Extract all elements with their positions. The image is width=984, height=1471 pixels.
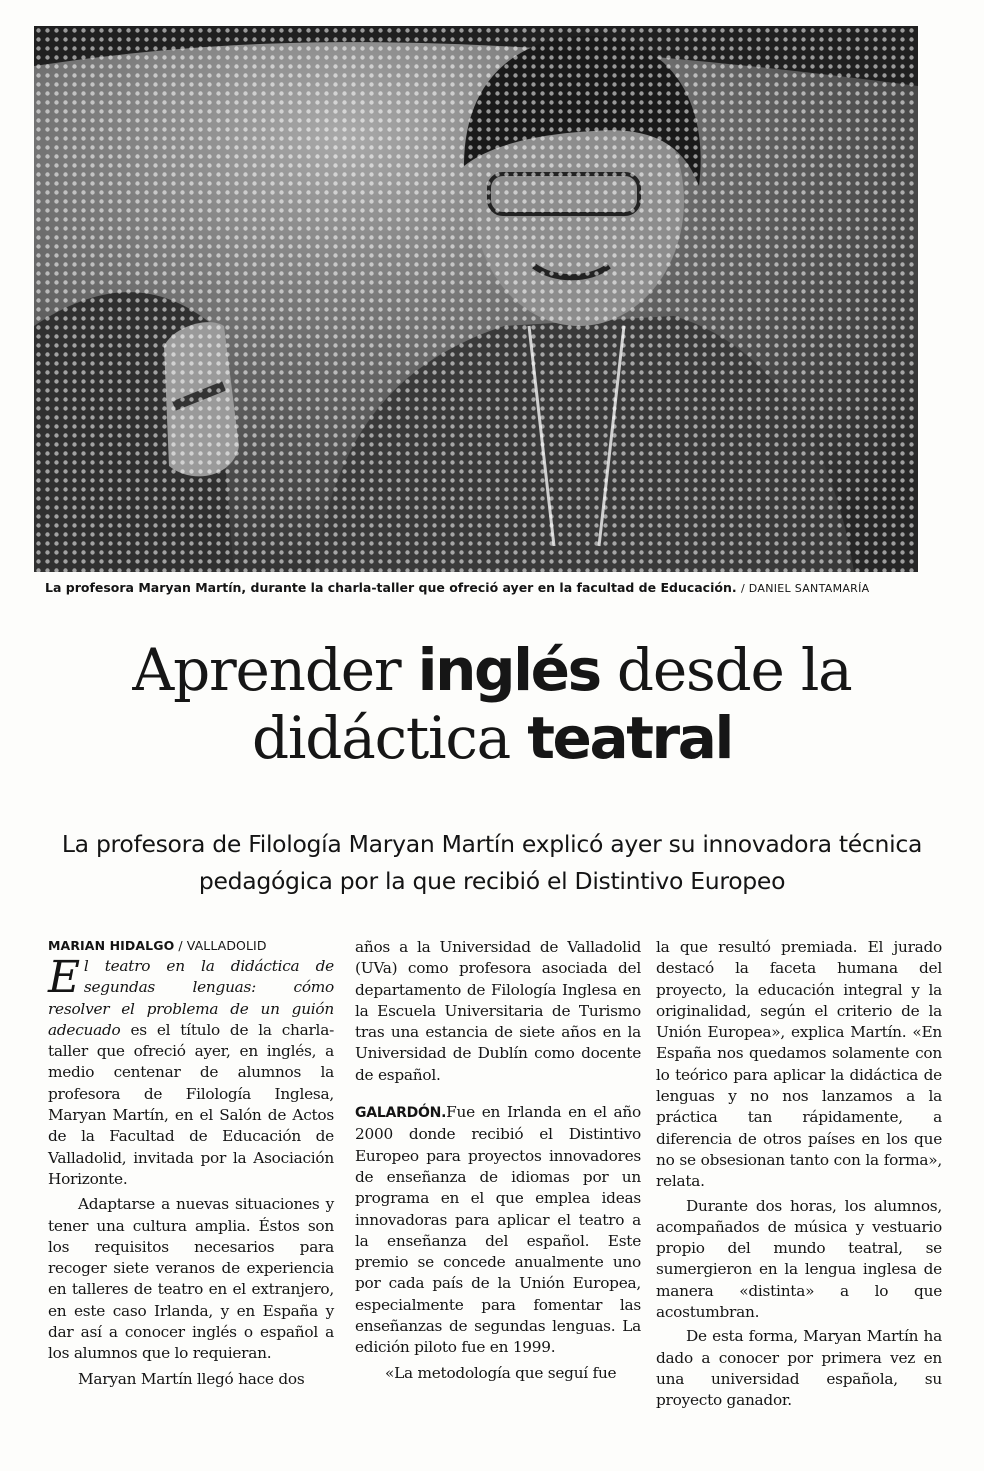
headline-part-4: teatral <box>527 704 732 772</box>
lede-italic: l teatro en la didáctica de segundas lenguas: cómo resolver el problema de un guión adecuado <box>48 957 334 1039</box>
paragraph-2: Adaptarse a nuevas situaciones y tener una cultura amplia. Éstos son los requisitos necesarios para recoger siete veranos de experiencia en talleres de teatro en el extranjero, en este caso Irlanda, y en España y dar así a conocer inglés o español a los alumnos que lo requieran. <box>48 1195 334 1363</box>
section-label: GALARDÓN. <box>355 1105 447 1122</box>
headline-part-2: inglés <box>417 636 600 704</box>
photo-credit: / DANIEL SANTAMARÍA <box>740 582 870 595</box>
paragraph-5: la que resultó premiada. El jurado destacó la faceta humana del proyecto, la educación integral y la originalidad, según el criterio de la Unión Europea», explica Martín. «En España nos quedamos solamente con lo teórico para aplicar la didáctica de lenguas y no nos lanzamos a la práctica tan rápidamente, a diferencia de otros países en los que no se obsesionan tanto con la forma», relata. <box>656 938 942 1191</box>
paragraph-4 <box>355 1102 641 1359</box>
headline-part-3: desde la didáctica <box>252 636 852 772</box>
column-2 <box>355 937 641 1384</box>
byline-author: MARIAN HIDALGO <box>48 938 175 953</box>
column-3 <box>656 937 942 1412</box>
subheadline: La profesora de Filología Maryan Martín explicó ayer su innovadora técnica pedagógica por la que recibió el Distintivo Europeo <box>61 830 923 895</box>
paragraph-6: Durante dos horas, los alumnos, acompañados de música y vestuario propio del mundo teatral, se sumergieron en la lengua inglesa de manera «distinta» a lo que acostumbran. <box>656 1196 942 1322</box>
dropcap: E <box>48 952 80 1003</box>
article-photo <box>34 26 918 572</box>
photo-image <box>34 26 918 572</box>
paragraph-1-text: es el título de la charla-taller que ofreció ayer, en inglés, a medio centenar de alumnos la profesora de Filología Inglesa, Maryan Martín, en el Salón de Actos de la Facultad de Educación de Valladolid, invitada por la Asociación Horizonte. <box>48 1020 334 1188</box>
byline-location: / VALLADOLID <box>178 938 267 953</box>
photo-caption <box>45 580 925 595</box>
paragraph-3: años a la Universidad de Valladolid (UVa) como profesora asociada del departamento de Filología Inglesa en la Escuela Universitaria de Turismo tras una estancia de siete años en la Universidad de Dublín como docente de español. <box>355 938 641 1084</box>
column-1 <box>48 937 334 1390</box>
headline-part-1: Aprender <box>132 636 418 704</box>
byline <box>48 937 334 955</box>
caption-text: La profesora Maryan Martín, durante la charla-taller que ofreció ayer en la facultad de Educación. <box>45 580 737 595</box>
paragraph-4-text: Fue en Irlanda en el año 2000 donde recibió el Distintivo Europeo para proyectos innovadores de enseñanza de idiomas por un programa en el que emplea ideas innovadoras para aplicar el teatro a la enseñanza del español. Este premio se concede anualmente uno por cada país de la Unión Europea, especialmente para fomentar las enseñanzas de segundas lenguas. La edición piloto fue en 1999. <box>355 1103 641 1357</box>
paragraph-7: De esta forma, Maryan Martín ha dado a conocer por primera vez en una universidad española, su proyecto ganador. <box>656 1327 942 1410</box>
paragraph-5-start: «La metodología que seguí fue <box>385 1363 617 1382</box>
paragraph-3-start: Maryan Martín llegó hace dos <box>78 1369 305 1388</box>
paragraph-1 <box>48 952 334 1190</box>
headline <box>30 636 954 772</box>
